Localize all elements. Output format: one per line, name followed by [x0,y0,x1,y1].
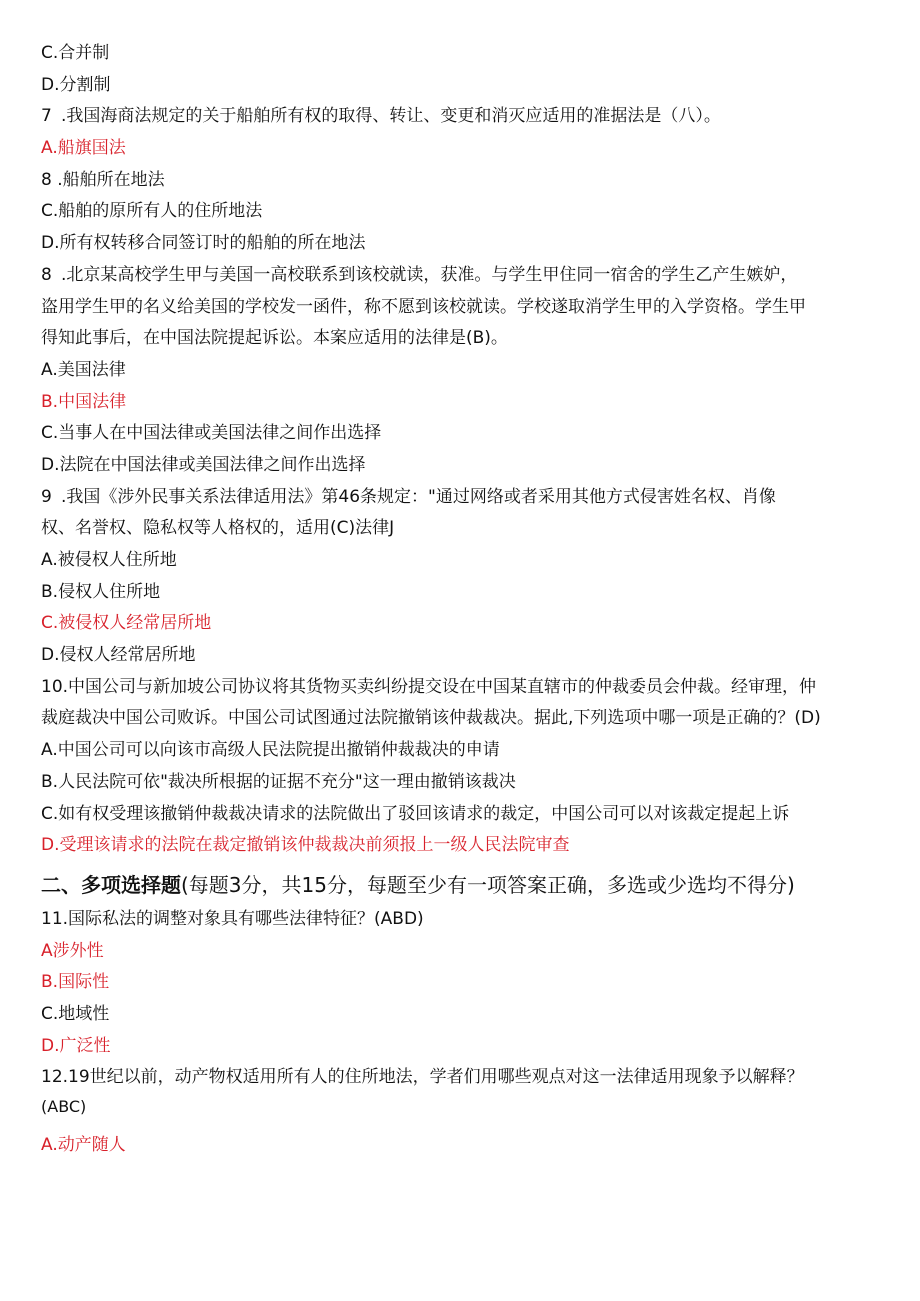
section-heading [41,868,886,902]
q8-question-line-1 [41,260,886,292]
q7-option-a: A.船旗国法 [41,138,126,159]
q11-question: 11.国际私法的调整对象具有哪些法律特征？(ABD) [41,908,424,929]
q10-option-a: A.中国公司可以向该市高级人民法院提出撤销仲裁裁决的申请 [41,740,500,761]
q12-question-line-2: (ABC) [41,1097,87,1116]
q12-option-a: A.动产随人 [41,1135,126,1155]
q6-option-d: D.分割制 [41,74,111,95]
q10-option-b: B.人民法院可依"裁决所根据的证据不充分"这一理由撤销该裁决 [41,771,516,792]
q11-option-b: B.国际性 [41,972,110,993]
q9-option-d: D.侵权人经常居所地 [41,645,196,666]
q10-option-c: C.如有权受理该撤销仲裁裁决请求的法院做出了驳回该请求的裁定，中国公司可以对该裁定提起上诉 [41,803,790,824]
q7-text: .我国海商法规定的关于船舶所有权的取得、转让、变更和消灭应适用的准据法是（八）。 [61,106,721,127]
q9-option-c: C.被侵权人经常居所地 [41,613,212,634]
q11-option-d: D.广泛性 [41,1035,111,1056]
q10-question-line-2: 裁庭裁决中国公司败诉。中国公司试图通过法院撤销该仲裁裁决。据此,下列选项中哪一项是正确的？(D) [41,708,821,729]
q7-number: 7 [41,106,52,127]
q6-option-c: C.合并制 [41,43,110,63]
section-title: 二、多项选择题 [41,872,181,897]
q9-option-b: B.侵权人住所地 [41,581,161,602]
q10-question-line-1: 10.中国公司与新加坡公司协议将其货物买卖纠纷提交设在中国某直辖市的仲裁委员会仲裁。经审理，仲 [41,676,817,697]
document-body [41,38,886,1162]
q11-option-a: A涉外性 [41,940,104,961]
q7-option-c: C.船舶的原所有人的住所地法 [41,201,263,222]
q8-option-d: D.法院在中国法律或美国法律之间作出选择 [41,454,366,475]
q8-question-line-3: 得知此事后，在中国法院提起诉讼。本案应适用的法律是(B)。 [41,328,508,349]
q9-option-a: A.被侵权人住所地 [41,550,177,570]
q7-question [41,101,886,133]
q9-question-line-2: 权、名誉权、隐私权等人格权的，适用(C)法律J [41,518,395,539]
q8-option-a: A.美国法律 [41,359,126,380]
q9-number: 9 [41,486,52,507]
q7-option-d: D.所有权转移合同签订时的船舶的所在地法 [41,233,366,254]
section-note: (每题3分，共15分，每题至少有一项答案正确，多选或少选均不得分) [181,872,795,897]
q10-option-d: D.受理该请求的法院在裁定撤销该仲裁裁决前须报上一级人民法院审查 [41,835,570,856]
q12-question-line-1: 12.19世纪以前，动产物权适用所有人的住所地法，学者们用哪些观点对这一法律适用现象予以解释？ [41,1067,804,1088]
q8-option-c: C.当事人在中国法律或美国法律之间作出选择 [41,423,382,444]
q7-option-b: 8 .船舶所在地法 [41,169,165,190]
q11-option-c: C.地域性 [41,1003,110,1024]
q9-question-line-1 [41,482,886,514]
q8-question-line-2: 盗用学生甲的名义给美国的学校发一函件，称不愿到该校就读。学校遂取消学生甲的入学资格。学生甲 [41,296,806,317]
q8-text-1: .北京某高校学生甲与美国一高校联系到该校就读，获准。与学生甲住同一宿舍的学生乙产生嫉妒， [61,264,798,285]
spacer [41,1120,886,1130]
q8-number: 8 [41,264,52,285]
q8-option-b: B.中国法律 [41,391,127,412]
q9-text-1: .我国《涉外民事关系法律适用法》第46条规定："通过网络或者采用其他方式侵害姓名权、肖像 [61,486,776,507]
